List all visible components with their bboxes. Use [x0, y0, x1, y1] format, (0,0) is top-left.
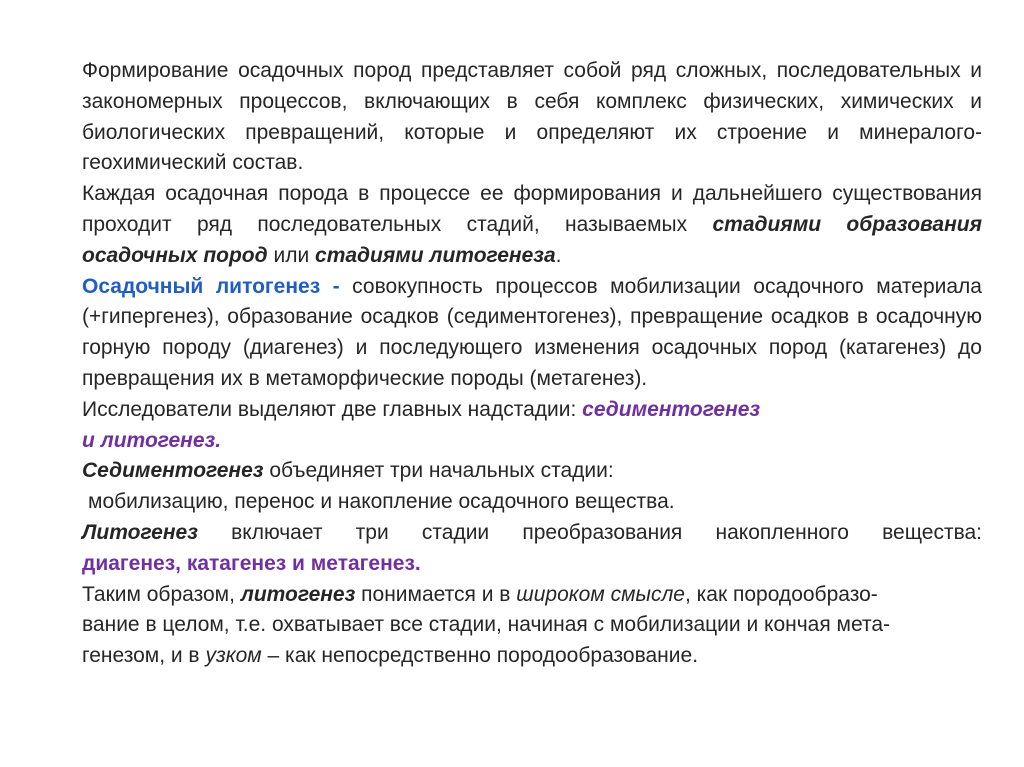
term-lithogenesis: и литогенез. — [82, 428, 222, 452]
paragraph-conclusion-text-3: , как породообразо- — [684, 582, 878, 606]
paragraph-definition-text: совокупность процессов мобилизации осадочного материала (+гипергенез), образование осадков (седиментогенез), превращение осадков в осадочную горную породу (диагенез) и последующего изменения осадочных пород (катагенез) до превращения их в метаморфические породы (метагенез). — [82, 274, 982, 390]
term-lithogenesis-stages: диагенез, катагенез и метагенез. — [82, 551, 421, 575]
paragraph-superstages-text: Исследователи выделяют две главных надстадии: — [82, 397, 583, 421]
paragraph-lithogenesis — [82, 518, 982, 580]
paragraph-sedimentogenesis-stages — [82, 487, 982, 518]
term-sedimentogenesis-heading: Седиментогенез — [82, 459, 264, 483]
paragraph-sedimentogenesis — [82, 456, 982, 487]
paragraph-sedimentogenesis-text: объединяет три начальных стадии: — [263, 459, 614, 483]
paragraph-conclusion-line-2: вание в целом, т.е. охватывает все стадии, начиная с мобилизации и кончая мета- — [82, 613, 891, 637]
paragraph-lithogenesis-text: включает три стадии преобразования накопленного вещества: — [197, 520, 982, 544]
paragraph-superstages — [82, 395, 982, 457]
paragraph-formation-text: Формирование осадочных пород представляет собой ряд сложных, последовательных и закономерных процессов, включающих в себя комплекс физических, химических и биологических превращений, которые и определяют их строение и минералого-геохимический состав. — [82, 59, 982, 175]
slide-text-block — [82, 56, 982, 672]
term-narrow-sense: узком — [205, 644, 262, 668]
paragraph-conclusion-text-1: Таким образом, — [82, 582, 241, 606]
term-broad-sense: широком смысле — [516, 582, 685, 606]
paragraph-conclusion-line-3a: генезом, и в — [82, 644, 206, 668]
term-stages-of-lithogenesis: стадиями литогенеза — [315, 243, 556, 267]
paragraph-stages-text-2: или — [267, 243, 316, 267]
paragraph-stages — [82, 179, 982, 271]
term-lithogenesis-conclusion: литогенез — [240, 582, 356, 606]
term-sedimentogenesis: седиментогенез — [582, 397, 761, 421]
term-stages-of-formation: стадиями образования осадочных пород — [82, 212, 982, 267]
paragraph-definition — [82, 272, 982, 395]
paragraph-formation — [82, 56, 982, 179]
paragraph-conclusion-text-2: понимается и в — [355, 582, 517, 606]
term-sedimentary-lithogenesis: Осадочный литогенез - — [82, 274, 340, 298]
paragraph-stages-text-1: Каждая осадочная порода в процессе ее формирования и дальнейшего существования проходит ряд последовательных стадий, называемых — [82, 182, 982, 236]
paragraph-conclusion-line-3b: – как непосредственно породообразование. — [261, 644, 699, 668]
paragraph-sedimentogenesis-stages-text: мобилизацию, перенос и накопление осадочного вещества. — [88, 490, 675, 514]
paragraph-conclusion — [82, 580, 982, 672]
paragraph-stages-text-3: . — [555, 243, 562, 267]
term-lithogenesis-heading: Литогенез — [82, 520, 198, 544]
